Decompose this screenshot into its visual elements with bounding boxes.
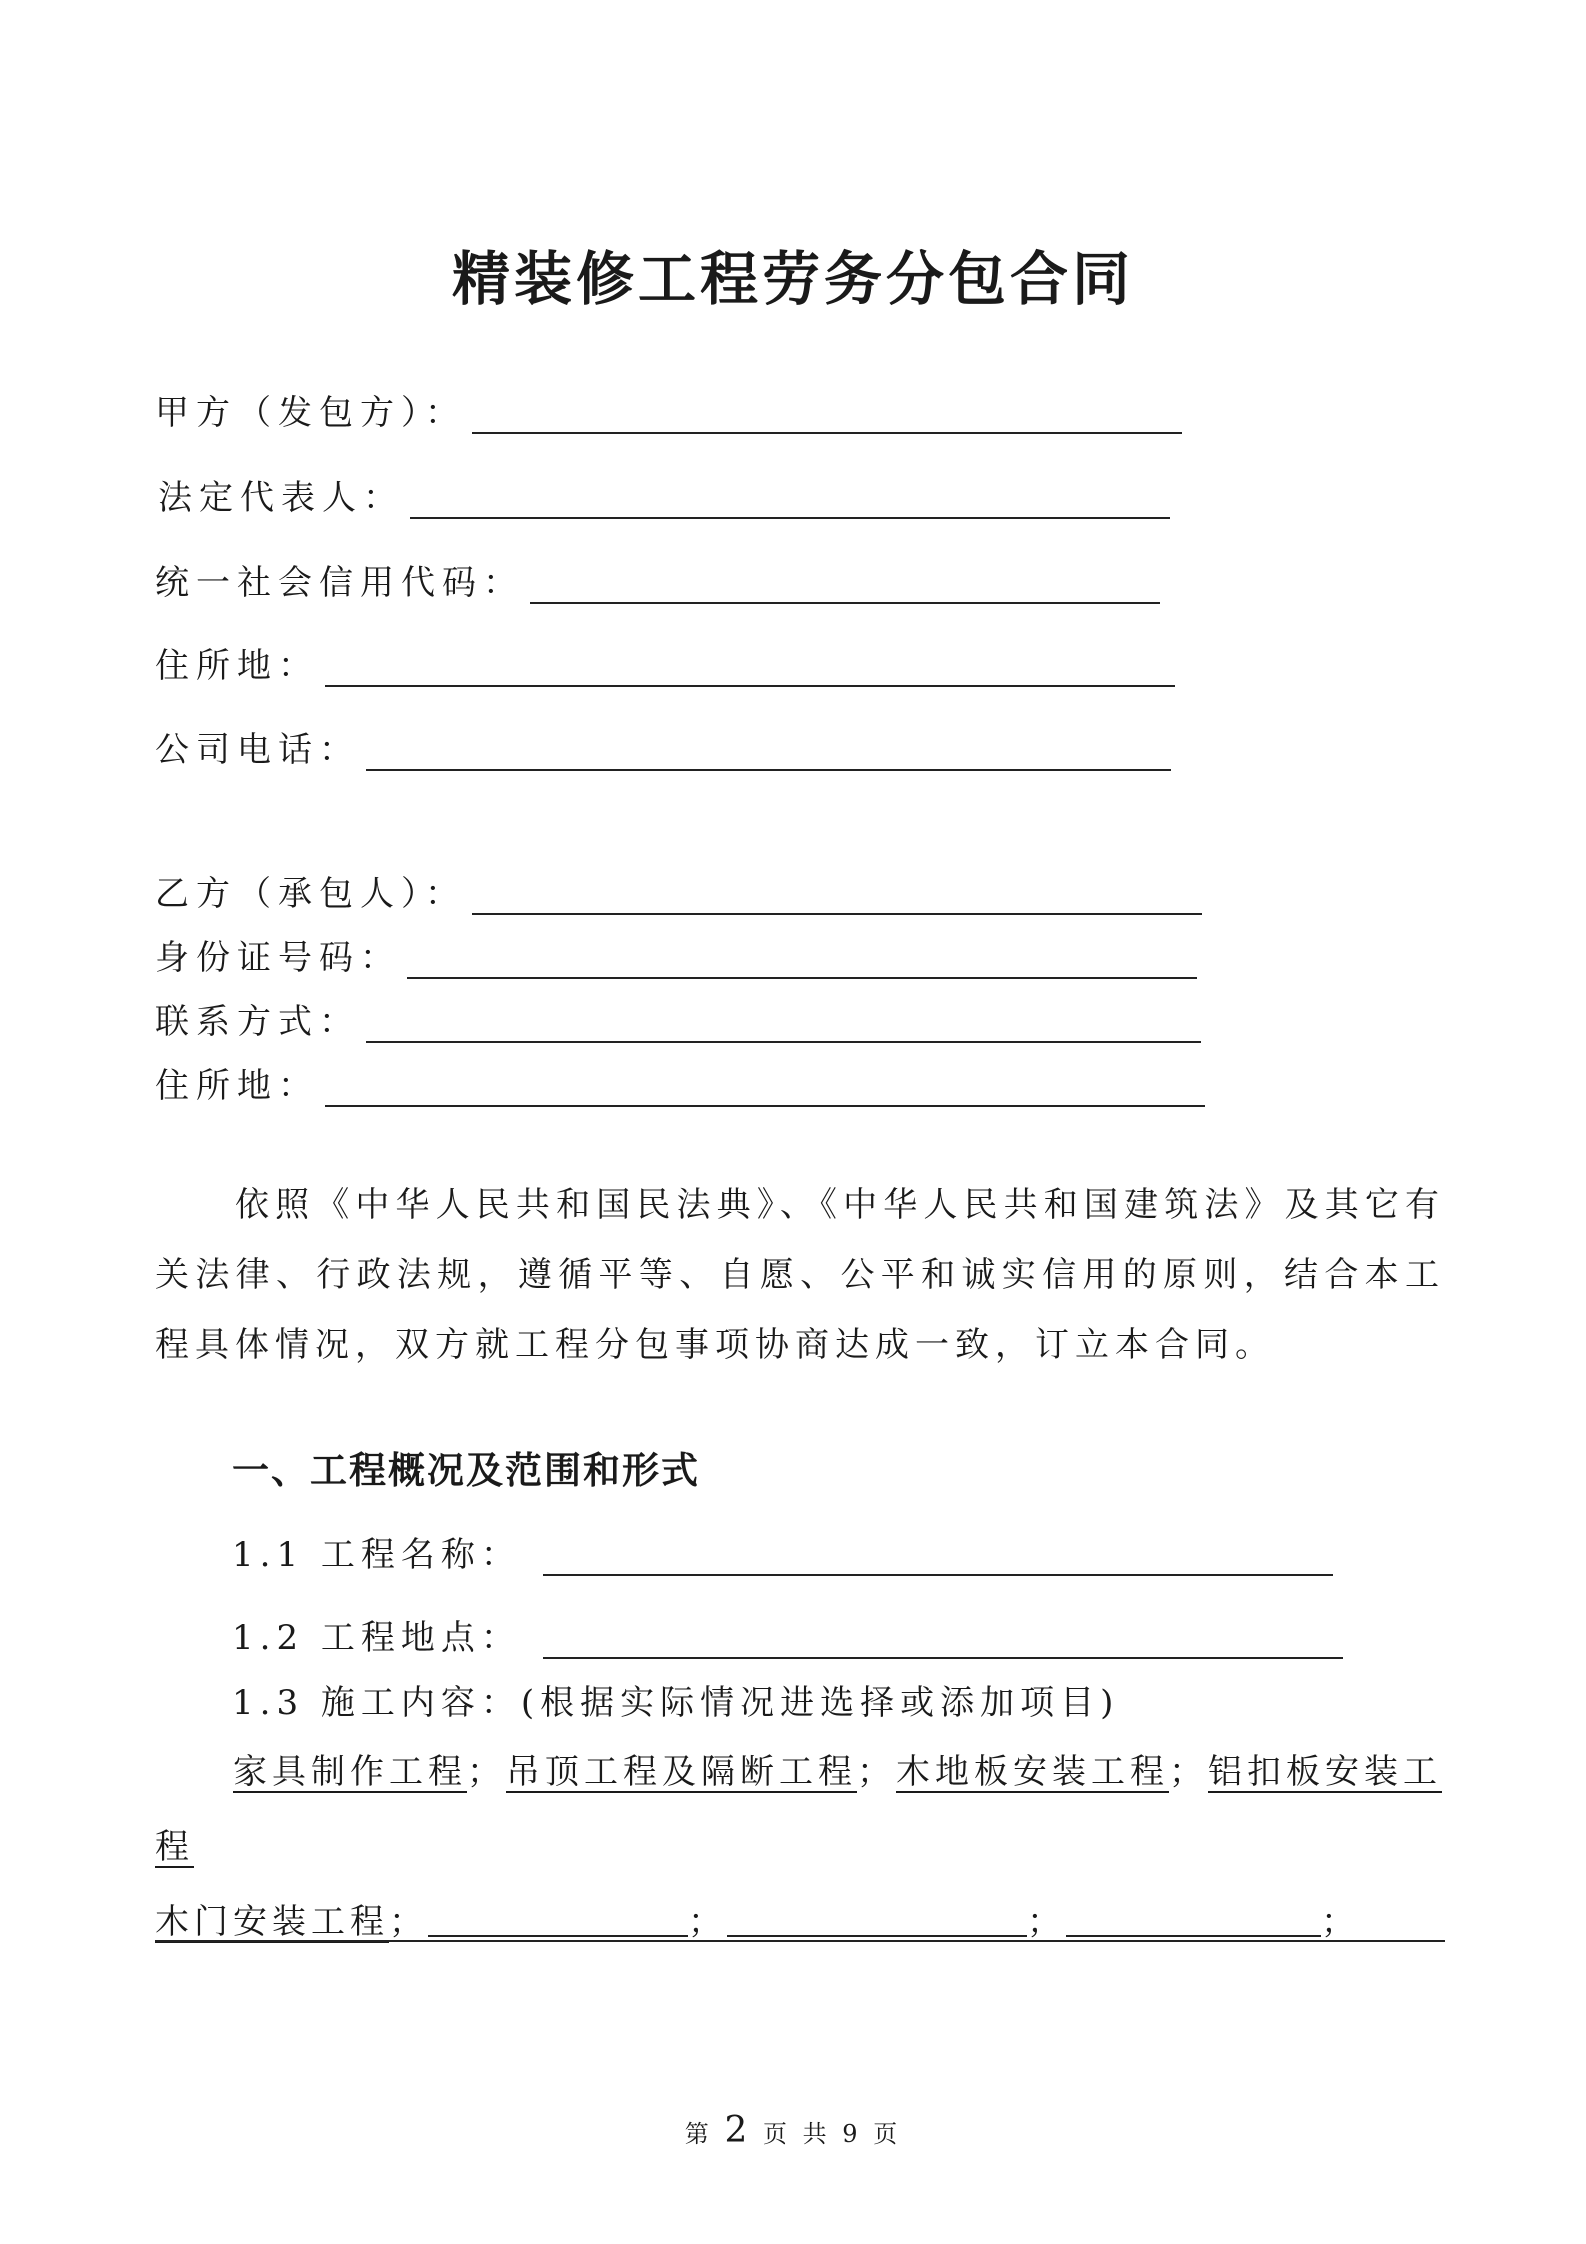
party-a-credit-field xyxy=(155,555,1160,604)
party-a-rep-label: 法定代表人： xyxy=(158,478,404,518)
party-b-name-label: 乙方（承包人）： xyxy=(155,874,466,914)
party-b-address-field xyxy=(155,1058,1205,1107)
preamble-paragraph: 依照《中华人民共和国民法典》、《中华人民共和国建筑法》及其它有关法律、行政法规，遵循平等、自愿、公平和诚实信用的原则，结合本工程具体情况，双方就工程分包事项协商达成一致，订立本合同。 xyxy=(155,1185,1445,1365)
item-1-1 xyxy=(232,1527,1333,1576)
item-1-1-label: 1.1 工程名称： xyxy=(232,1535,521,1575)
party-a-phone-field xyxy=(155,722,1171,771)
party-a-credit-blank[interactable] xyxy=(530,600,1160,604)
extra-item-blank[interactable] xyxy=(1066,1901,1321,1937)
party-b-name-blank[interactable] xyxy=(472,911,1202,915)
work-item: 家具制作工程 xyxy=(233,1752,467,1792)
party-b-id-field xyxy=(155,930,1197,979)
party-a-name-blank[interactable] xyxy=(472,430,1182,434)
party-b-address-blank[interactable] xyxy=(325,1103,1205,1107)
party-b-name-field xyxy=(155,866,1202,915)
party-a-phone-label: 公司电话： xyxy=(155,730,360,770)
extra-items-line[interactable] xyxy=(155,1940,1445,1942)
page-number: 2 xyxy=(724,2110,752,2151)
work-item: 木地板安装工程 xyxy=(896,1752,1169,1792)
footer-middle: 页 共 xyxy=(762,2120,831,2148)
total-pages: 9 xyxy=(842,2120,862,2148)
party-a-credit-label: 统一社会信用代码： xyxy=(155,563,524,603)
party-b-contact-label: 联系方式： xyxy=(155,1002,360,1042)
page-footer xyxy=(0,2110,1586,2151)
party-a-rep-field xyxy=(158,470,1170,519)
party-b-contact-blank[interactable] xyxy=(366,1039,1201,1043)
project-name-blank[interactable] xyxy=(543,1540,1333,1576)
party-b-id-blank[interactable] xyxy=(407,975,1197,979)
party-b-address-label: 住所地： xyxy=(155,1066,319,1106)
work-items-list: 家具制作工程；吊顶工程及隔断工程；木地板安装工程；铝扣板安装工程 木门安装工程； ； ； ； xyxy=(155,1752,1442,1942)
work-item: 吊顶工程及隔断工程 xyxy=(506,1752,857,1792)
party-a-phone-blank[interactable] xyxy=(366,767,1171,771)
document-title: 精装修工程劳务分包合同 xyxy=(451,245,1134,313)
work-item: 木门安装工程 xyxy=(155,1902,389,1942)
item-1-2 xyxy=(232,1610,1343,1659)
party-a-name-label: 甲方（发包方）： xyxy=(155,393,466,433)
extra-item-blank[interactable] xyxy=(727,1901,1027,1937)
party-a-address-field xyxy=(155,638,1175,687)
party-a-address-blank[interactable] xyxy=(325,683,1175,687)
item-1-2-label: 1.2 工程地点： xyxy=(232,1618,521,1658)
party-b-id-label: 身份证号码： xyxy=(155,938,401,978)
party-a-name-field xyxy=(155,385,1182,434)
party-a-rep-blank[interactable] xyxy=(410,515,1170,519)
extra-item-blank[interactable] xyxy=(428,1901,688,1937)
party-a-address-label: 住所地： xyxy=(155,646,319,686)
item-1-3-label: 1.3 施工内容：(根据实际情况进选择或添加项目) xyxy=(232,1683,1120,1723)
party-b-contact-field xyxy=(155,994,1201,1043)
project-location-blank[interactable] xyxy=(543,1623,1343,1659)
section-1-heading: 一、工程概况及范围和形式 xyxy=(232,1448,700,1492)
footer-prefix: 第 xyxy=(684,2120,713,2148)
work-item: 铝扣板安装工程 xyxy=(155,1752,1442,1867)
footer-suffix: 页 xyxy=(873,2120,902,2148)
